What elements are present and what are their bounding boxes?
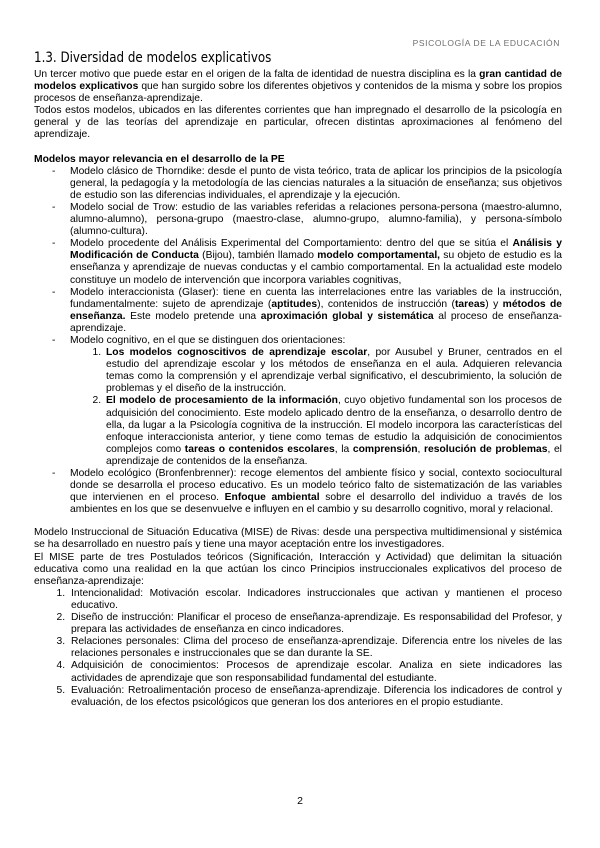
orientation-cognoscitivos: 1. Los modelos cognoscitivos de aprendizaje escolar, por Ausubel y Bruner, centrados en el estudio del aprendizaje escolar y los métodos de enseñanza en el aula. Adquieren relevancia temas como la comprensión y el aprendizaje verbal significativo, el descubrimiento, la solución de problemas y el diseño de la instrucción. xyxy=(104,347,562,395)
page-number: 2 xyxy=(297,795,303,807)
model-experimental-analysis: - Modelo procedente del Análisis Experimental del Comportamiento: dentro del que se sitúa el Análisis y Modificación de Conducta (Bijou), también llamado modelo comportamental, su objeto de estudio es la enseñanza y aprendizaje de nuevas conductas y el cambio comportamental. En la actualidad este modelo constituye un modelo de intervención que incorpora variables cognitivas, xyxy=(70,238,562,286)
section-title: 1.3. Diversidad de modelos explicativos xyxy=(34,50,272,66)
model-ecologico: - Modelo ecológico (Bronfenbrenner): recoge elementos del ambiente físico y social, contexto sociocultural donde se desarrolla el proceso educativo. Es un modelo teórico falto de sistematización de las variables que intervienen en el proceso. Enfoque ambiental sobre el desarrollo del individuo a través de los ambientes en los que se desenvuelve e influyen en el cambio y su desarrollo cognitivo, moral y relacional. xyxy=(70,468,562,516)
orientation-procesamiento: 2. El modelo de procesamiento de la información, cuyo objetivo fundamental son los procesos de adquisición del conocimiento. Este modelo aplicado dentro de la enseñanza, o desarrollo dentro de ella, da lugar a la Psicología cognitiva de la instrucción. El modelo incorpora las características del enfoque interaccionista anterior, y tiene como temas de estudio la adquisición de conocimientos complejos como tareas o contenidos escolares, la comprensión, resolución de problemas, el aprendizaje de contenidos de la enseñanza. xyxy=(104,395,562,468)
principle-item: 4. Adquisición de conocimientos: Procesos de aprendizaje escolar. Analiza en siete indicadores las actividades de aprendizaje que son responsabilidad fundamental del estudiante. xyxy=(68,660,562,684)
mise-paragraph-2: El MISE parte de tres Postulados teóricos (Significación, Interacción y Actividad) que delimitan la situación educativa como una realidad en la que actúan los cinco Principios instruccionales explicativos del proceso de enseñanza-aprendizaje: xyxy=(34,551,562,587)
spacer xyxy=(34,516,562,527)
models-list xyxy=(34,166,562,517)
running-header: PSICOLOGÍA DE LA EDUCACIÓN xyxy=(412,38,560,48)
principle-item: 2. Diseño de instrucción: Planificar el proceso de enseñanza-aprendizaje. Es responsabilidad del Profesor, y prepara las actividades de enseñanza en cinco indicadores. xyxy=(68,612,562,636)
intro-paragraph-2: Todos estos modelos, ubicados en las diferentes corrientes que han impregnado el desarrollo de la psicología en general y de las teorías del aprendizaje en particular, ofrecen distintas aproximaciones al fenómeno del aprendizaje. xyxy=(34,105,562,141)
model-thorndike: - Modelo clásico de Thorndike: desde el punto de vista teórico, trata de aplicar los principios de la psicología general, la pedagogía y la metodología de las ciencias naturales a la situación de enseñanza; sus objetivos de estudio son las diferencias individuales, el aprendizaje y la ejecución. xyxy=(70,166,562,202)
principle-item: 5. Evaluación: Retroalimentación proceso de enseñanza-aprendizaje. Diferencia los indicadores de control y evaluación, de los efectos psicológicos que generan los dos anteriores en el propio estudiante. xyxy=(68,685,562,709)
model-cognitivo: - Modelo cognitivo, en el que se distinguen dos orientaciones: 1. Los modelos cognoscitivos de aprendizaje escolar, por Ausubel y Bruner, centrados en el estudio del aprendizaje escolar y los métodos de enseñanza en el aula. Adquieren relevancia temas como la comprensión y el aprendizaje verbal significativo, el descubrimiento, la solución de problemas y el diseño de la instrucción. 2. El modelo de procesamiento de la información, cuyo objetivo fundamental son los procesos de adquisición del conocimiento. Este modelo aplicado dentro de la enseñanza, o desarrollo dentro de ella, da lugar a la Psicología cognitiva de la instrucción. El modelo incorpora las características del enfoque interaccionista anterior, y tiene como temas de estudio la adquisición de conocimientos complejos como tareas o contenidos escolares, la comprensión, resolución de problemas, el aprendizaje de contenidos de la enseñanza. xyxy=(70,335,562,468)
mise-paragraph: Modelo Instruccional de Situación Educativa (MISE) de Rivas: desde una perspectiva multidimensional y sistémica se ha desarrollado en nuestro país y tiene una mayor aceptación entre los investigadores. xyxy=(34,527,562,551)
cognitive-orientations-list xyxy=(70,347,562,468)
models-heading: Modelos mayor relevancia en el desarrollo de la PE xyxy=(34,153,285,165)
model-trow: - Modelo social de Trow: estudio de las variables referidas a relaciones persona-persona (maestro-alumno, alumno-alumno), persona-grupo (maestro-clase, alumno-grupo, alumno-familia), y persona-símbolo (alumno-cultura). xyxy=(70,202,562,238)
page-content xyxy=(34,50,562,709)
intro-paragraph: Un tercer motivo que puede estar en el origen de la falta de identidad de nuestra disciplina es la gran cantidad de modelos explicativos que han surgido sobre los diferentes objetivos y contenidos de la misma y sobre los propios procesos de enseñanza-aprendizaje. xyxy=(34,69,563,105)
principle-item: 1. Intencionalidad: Motivación escolar. Indicadores instruccionales que activan y mantienen el proceso educativo. xyxy=(68,588,562,612)
principle-item: 3. Relaciones personales: Clima del proceso de enseñanza-aprendizaje. Diferencia entre los niveles de las relaciones personales e instruccionales que se dan durante la SE. xyxy=(68,636,562,660)
mise-principles-list xyxy=(34,588,562,709)
model-interaccionista: - Modelo interaccionista (Glaser): tiene en cuenta las interrelaciones entre las variables de la instrucción, fundamentalmente: sujeto de aprendizaje (aptitudes), contenidos de instrucción (tareas) y métodos de enseñanza. Este modelo pretende una aproximación global y sistemática al proceso de enseñanza-aprendizaje. xyxy=(70,287,562,335)
